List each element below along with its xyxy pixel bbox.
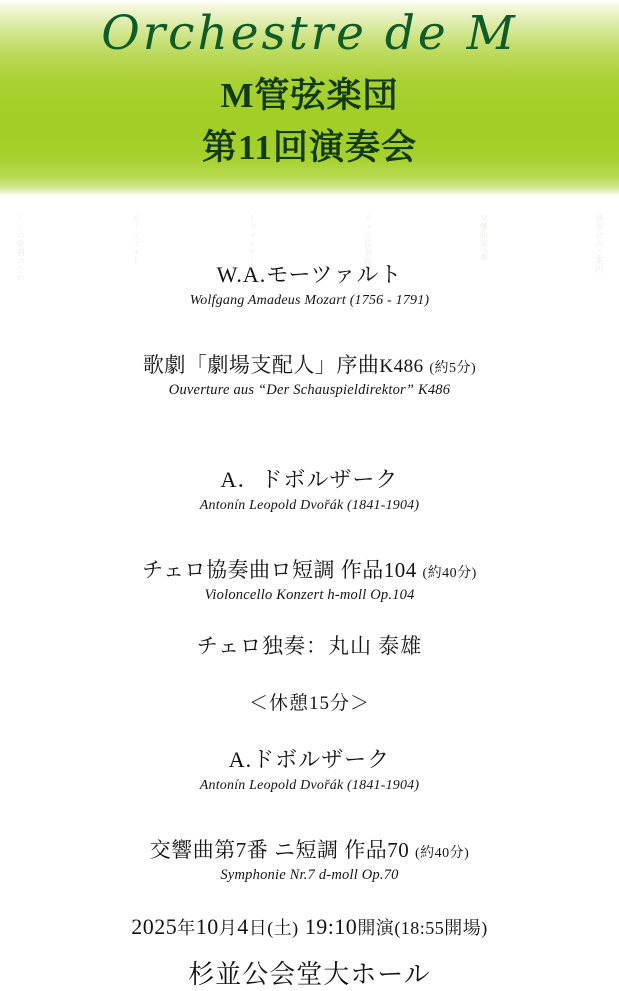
ghost-line-5: 交響曲第7番 bbox=[479, 214, 489, 261]
composer-name-jp: A．ドボルザーク bbox=[220, 467, 399, 492]
date-year-unit: 年 bbox=[177, 918, 196, 938]
concert-number-jp: 第11回演奏会 bbox=[201, 128, 418, 167]
date-day-unit: 日 bbox=[248, 918, 268, 938]
date-month: 10 bbox=[195, 914, 219, 939]
composer-name-jp: W.A.モーツァルト bbox=[216, 262, 403, 287]
piece-title-jp bbox=[0, 349, 619, 379]
soloist-credit: チェロ独奏：丸山 泰雄 bbox=[196, 634, 423, 658]
piece-title-jp bbox=[0, 834, 619, 864]
doors-open-time: (18:55開場) bbox=[394, 918, 488, 938]
performance-date bbox=[0, 914, 619, 940]
ghost-line-3: ドヴォルザーク bbox=[247, 214, 257, 274]
program-body bbox=[0, 196, 619, 989]
piece-duration: (約5分) bbox=[429, 361, 477, 376]
intermission-notice bbox=[0, 688, 619, 715]
piece-title-jp-main: 交響曲第7番 ニ短調 作品70 bbox=[149, 838, 410, 862]
date-day: 4 bbox=[237, 914, 249, 939]
composer-name-jp: A.ドボルザーク bbox=[228, 747, 391, 772]
piece-title-jp bbox=[0, 554, 619, 584]
venue-name: 杉並公会堂大ホール bbox=[188, 960, 431, 989]
header-banner bbox=[0, 0, 619, 196]
piece-title-en: Ouverture aus “Der Schauspieldirektor” K486 bbox=[168, 382, 451, 398]
program-entry-dvorak-concerto bbox=[0, 463, 619, 660]
piece-title-jp-main: 歌劇「劇場支配人」序曲 bbox=[142, 353, 380, 377]
piece-duration: (約40分) bbox=[414, 846, 470, 861]
piece-title-en: Violoncello Konzert h-moll Op.104 bbox=[204, 587, 415, 603]
piece-title-en: Symphonie Nr.7 d-moll Op.70 bbox=[220, 867, 399, 883]
piece-title-jp-main: チェロ協奏曲ロ短調 作品104 bbox=[142, 558, 417, 582]
ensemble-name-jp: M管弦楽団 bbox=[220, 76, 399, 115]
piece-duration: (約40分) bbox=[422, 566, 477, 581]
program-entry-dvorak-symphony bbox=[0, 743, 619, 884]
ghost-line-6: 演奏会のご案内 bbox=[594, 214, 604, 274]
ghost-line-1: ーンの歌劇のため bbox=[16, 214, 25, 282]
date-month-unit: 月 bbox=[218, 918, 238, 938]
program-entry-mozart bbox=[0, 258, 619, 399]
composer-name-en: Wolfgang Amadeus Mozart (1756 - 1791) bbox=[189, 293, 430, 308]
intermission-label: ＜休憩15分＞ bbox=[248, 693, 370, 714]
ghost-line-2: モーツァルト bbox=[131, 214, 141, 265]
start-time: 19:10 bbox=[304, 914, 358, 939]
performance-details bbox=[0, 914, 619, 991]
piece-opus: K486 bbox=[379, 356, 424, 377]
date-year: 2025 bbox=[131, 914, 178, 939]
start-time-label: 開演 bbox=[357, 918, 395, 938]
ensemble-script-title: Orchestre de M bbox=[101, 6, 518, 61]
ghost-line-4: チェロ協奏曲 bbox=[363, 214, 373, 265]
composer-name-en: Antonín Leopold Dvořák (1841-1904) bbox=[199, 778, 420, 793]
composer-name-en: Antonín Leopold Dvořák (1841-1904) bbox=[199, 498, 420, 513]
date-weekday: (土) bbox=[267, 918, 299, 938]
